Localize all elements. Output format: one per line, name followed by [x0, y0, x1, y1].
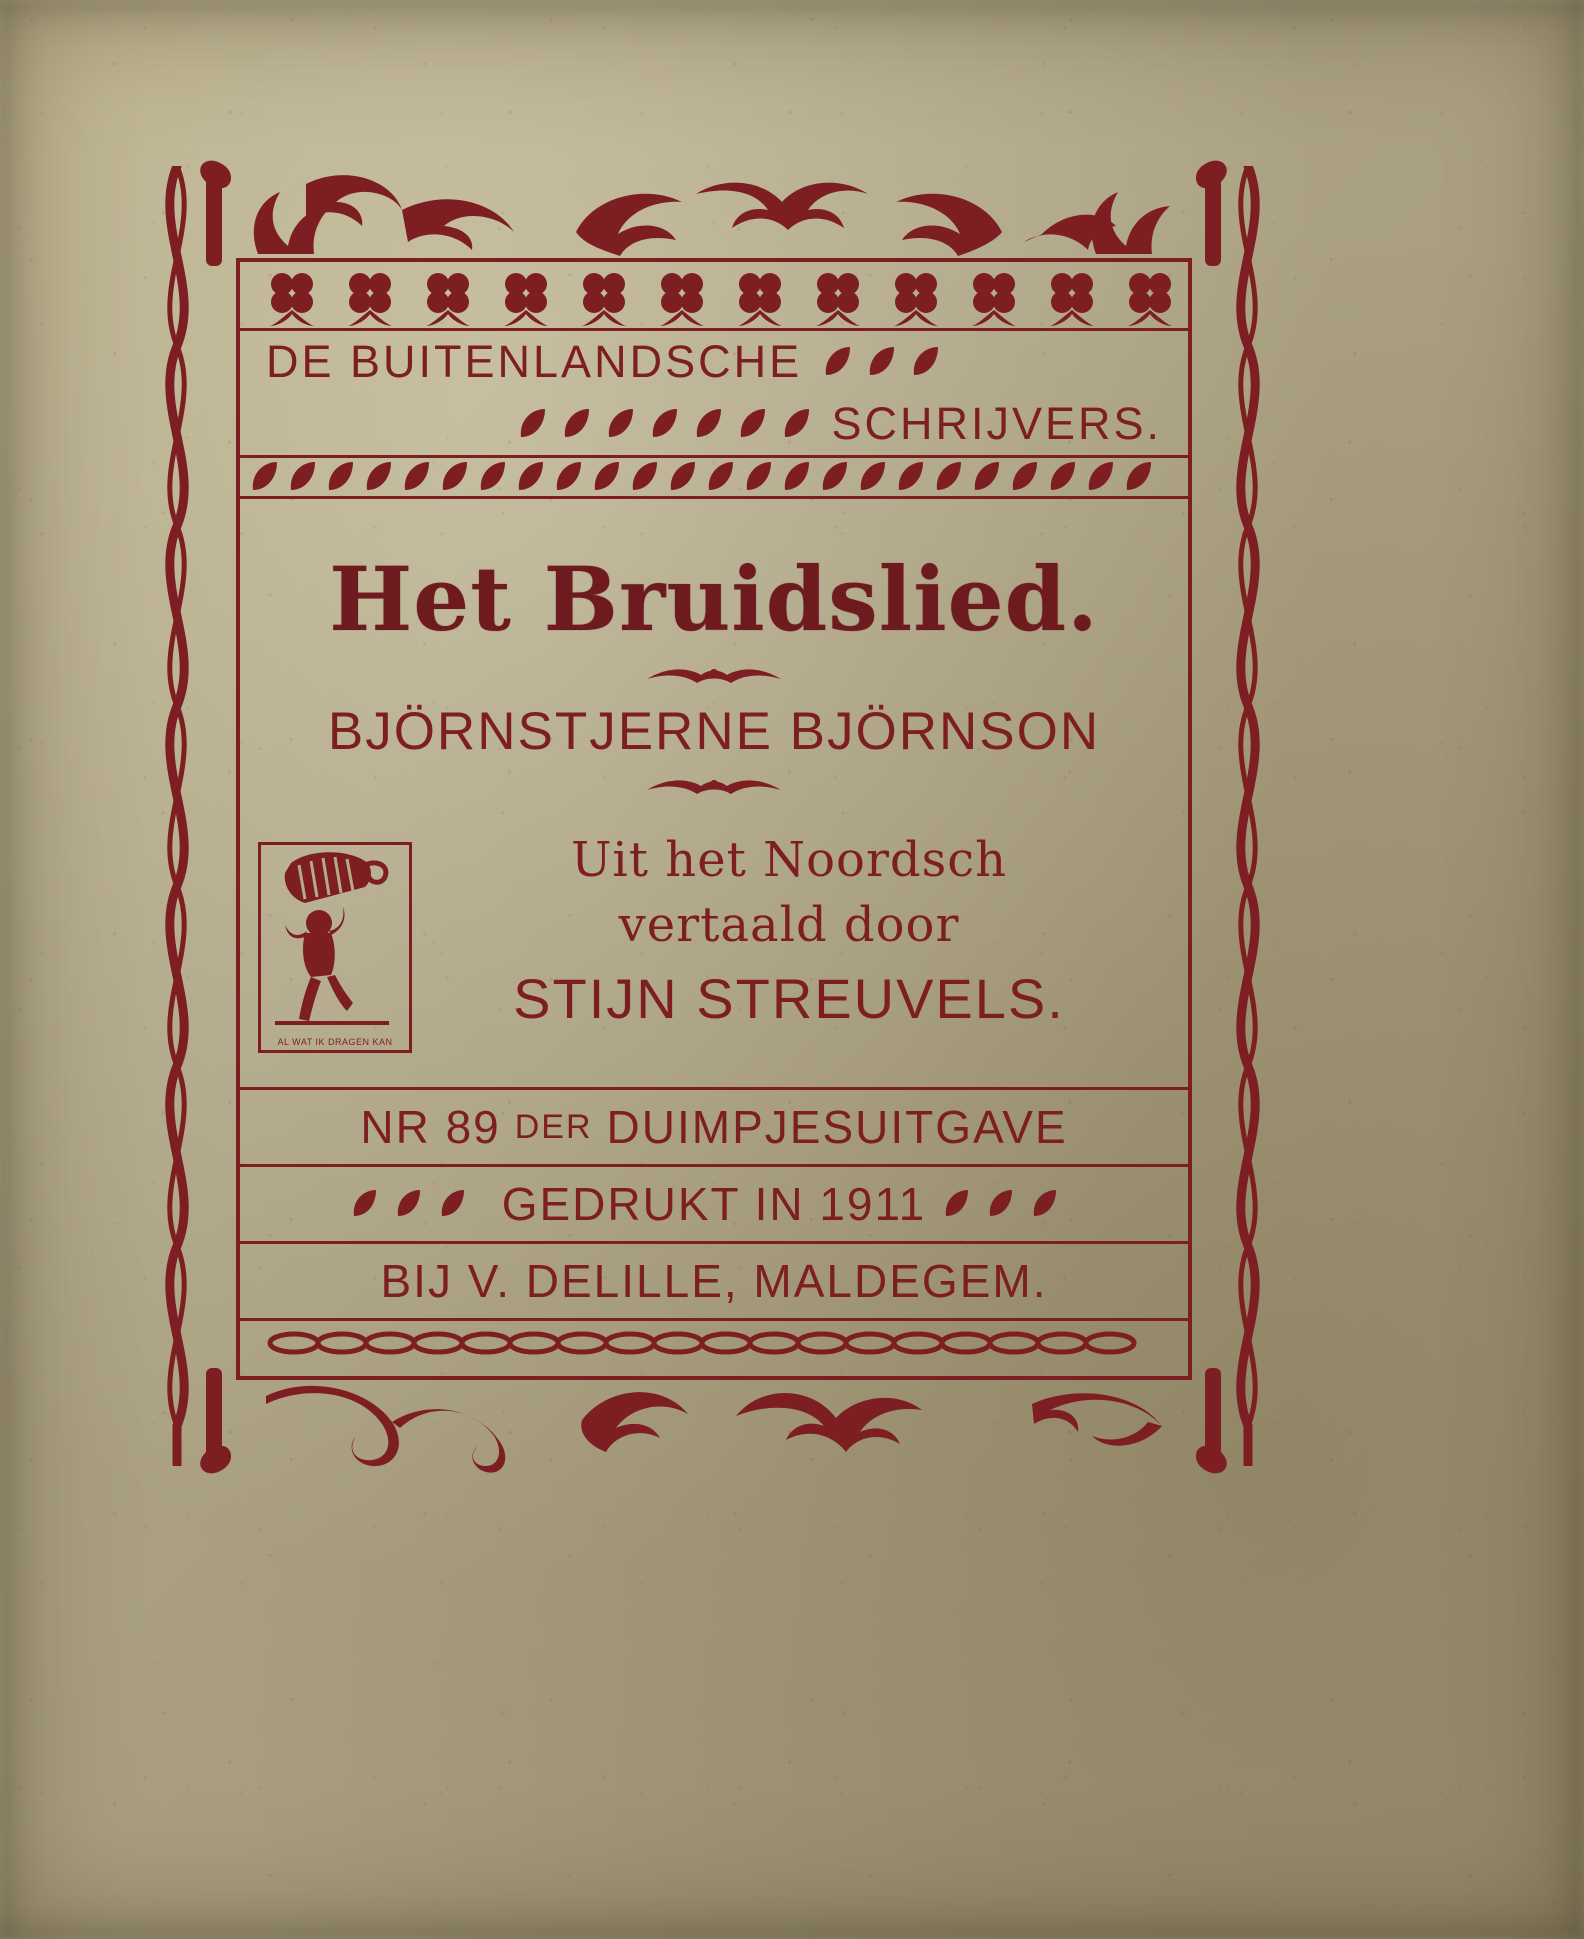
flourish-ornament-top — [240, 665, 1188, 691]
printer-mark-icon — [258, 842, 412, 1053]
decorative-frame — [150, 160, 1275, 1470]
leaf-ornament-left — [348, 1189, 488, 1219]
author-name: BJÖRNSTJERNE BJÖRNSON — [327, 702, 1101, 761]
imprint-printed: GEDRUKT IN 1911 — [501, 1178, 927, 1230]
translation-line-1: Uit het Noordsch — [570, 832, 1008, 888]
translator-name: STIJN STREUVELS. — [513, 966, 1065, 1030]
right-rail-ornament — [1221, 166, 1275, 1466]
leaf-ornament-right — [940, 1189, 1080, 1219]
imprint-publisher-row — [240, 1241, 1188, 1318]
imprint-series-name: DUIMPJESUITGAVE — [606, 1101, 1068, 1153]
series-line-1-row — [240, 331, 1188, 393]
imprint-number: NR 89 — [360, 1101, 501, 1153]
series-line-2: SCHRIJVERS. — [831, 398, 1162, 449]
leaf-ornament-group — [818, 345, 948, 379]
book-title: Het Bruidslied. — [329, 547, 1099, 651]
title-panel — [236, 258, 1192, 1380]
translation-text — [412, 828, 1166, 1031]
chain-ornament-band — [240, 1318, 1188, 1365]
left-rail-ornament — [150, 166, 204, 1466]
imprint-der: DER — [514, 1107, 593, 1146]
imprint-publisher: BIJ V. DELILLE, MALDEGEM. — [380, 1255, 1048, 1307]
series-line-2-row — [240, 393, 1188, 458]
imprint-number-row — [240, 1087, 1188, 1164]
top-ornament-band — [196, 158, 1231, 268]
bottom-ornament-band — [196, 1366, 1231, 1476]
flourish-ornament-bottom — [240, 776, 1188, 802]
printer-mark-caption: AL WAT IK DRAGEN KAN — [277, 1037, 393, 1047]
series-line-1: DE BUITENLANDSCHE — [266, 336, 803, 387]
imprint-printed-row — [240, 1164, 1188, 1241]
translation-block — [240, 828, 1188, 1053]
translation-line-2: vertaald door — [618, 896, 960, 953]
clover-ornament-band — [240, 262, 1188, 331]
leaf-ornament-band — [240, 458, 1188, 499]
leaf-ornament-group-left — [515, 407, 815, 441]
